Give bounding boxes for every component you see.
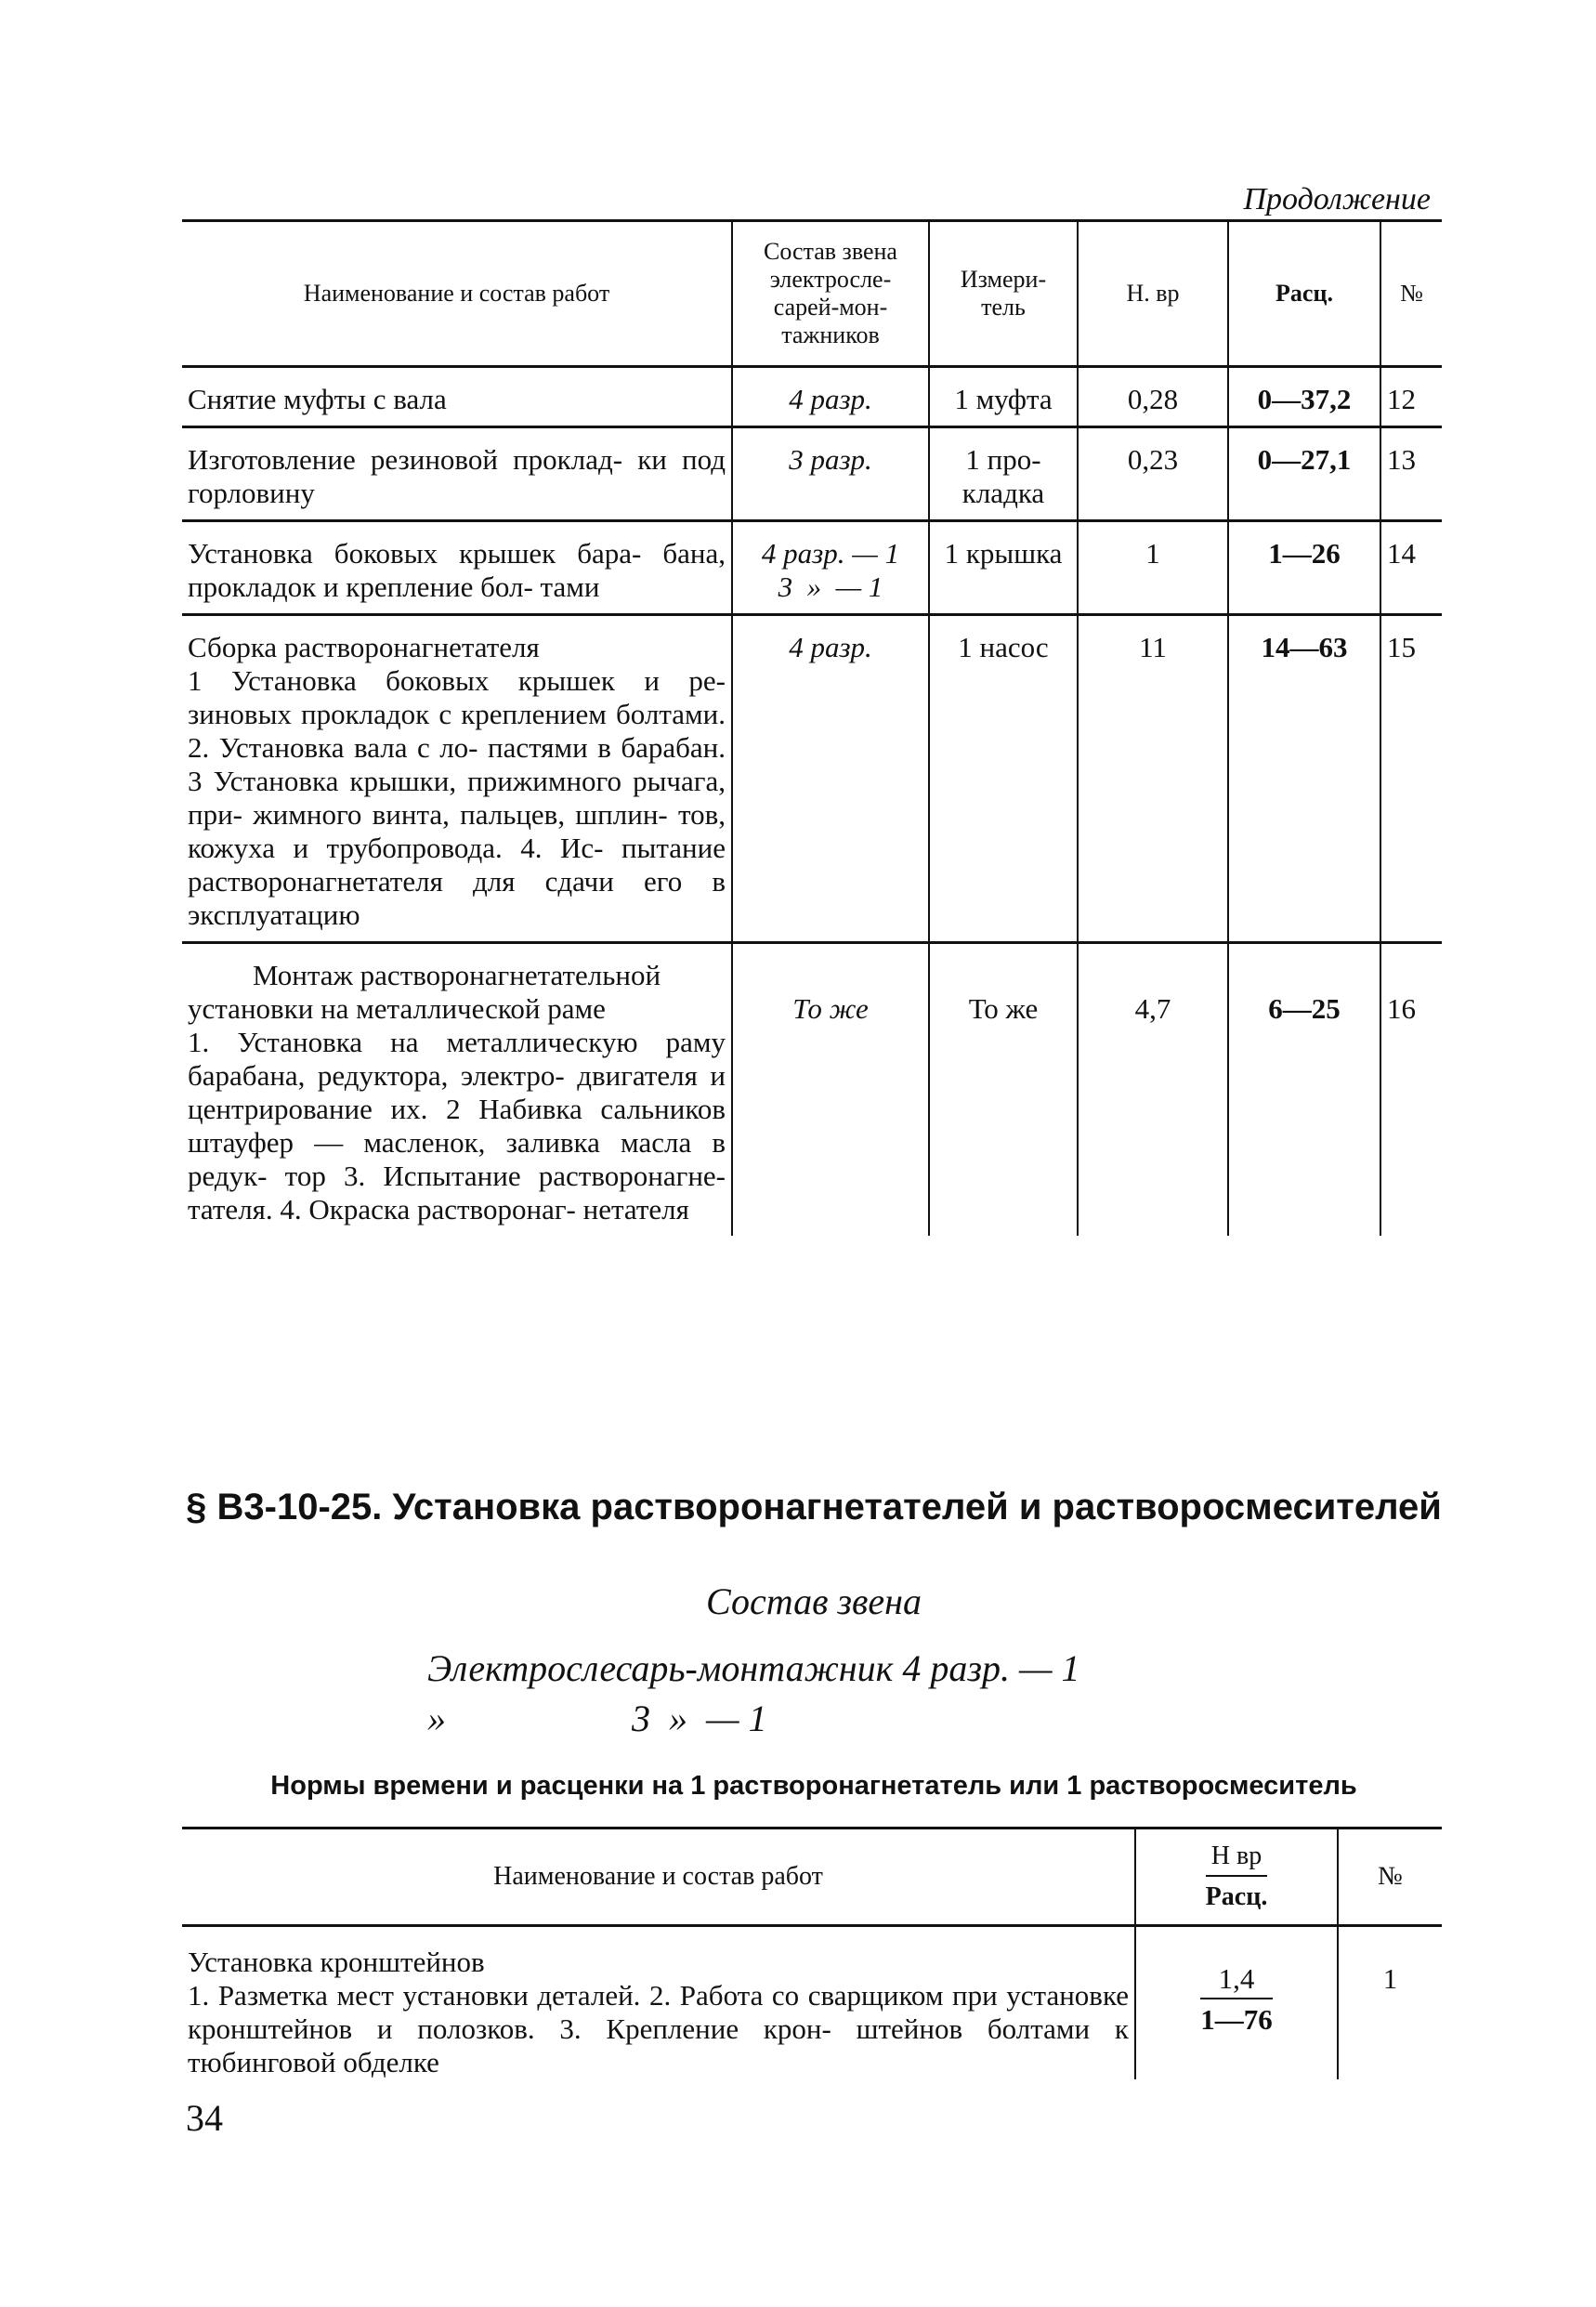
cell-crew: 3 разр. bbox=[732, 427, 929, 521]
header-unit: Измери- тель bbox=[929, 221, 1078, 367]
table-header-row bbox=[182, 221, 1442, 367]
cell-unit: 1 крышка bbox=[929, 521, 1078, 615]
work-title: Установка кронштейнов bbox=[188, 1946, 485, 1978]
work-title: Монтаж растворонагнетательной установки на металлической раме bbox=[188, 959, 661, 1025]
section-title: § В3-10-25. Установка растворонагнетателей и растворосмесителей bbox=[186, 1487, 1442, 1527]
cell-name bbox=[182, 943, 732, 1237]
header-time-rate bbox=[1135, 1829, 1338, 1926]
cell-unit: 1 про- кладка bbox=[929, 427, 1078, 521]
table-row bbox=[182, 943, 1442, 1237]
cell-unit: 1 насос bbox=[929, 615, 1078, 943]
cell-time: 0,23 bbox=[1078, 427, 1228, 521]
time-rate-fraction bbox=[1206, 1840, 1268, 1914]
continuation-label: Продолжение bbox=[1243, 182, 1431, 216]
work-description: 1. Установка на металлическую раму барабана, редуктора, электро- двигателя и центрирование их. 2 Набивка сальников штауфер — масленок, заливка масла в редук- тор 3. Испытание растворонагне- тателя. 4. Окраска растворонаг- нетателя bbox=[188, 1026, 726, 1226]
cell-num: 15 bbox=[1380, 615, 1442, 943]
cell-unit: То же bbox=[929, 943, 1078, 1237]
header-rate: Расц. bbox=[1228, 221, 1380, 367]
table-row bbox=[182, 615, 1442, 943]
cell-time: 4,7 bbox=[1078, 943, 1228, 1237]
cell-name: Снятие муфты с вала bbox=[182, 367, 732, 427]
time-rate-fraction bbox=[1200, 1962, 1273, 2037]
cell-name: Установка боковых крышек бара- бана, прокладок и крепление бол- тами bbox=[182, 521, 732, 615]
header-name: Наименование и состав работ bbox=[182, 221, 732, 367]
cell-time-rate bbox=[1135, 1926, 1338, 2080]
work-title: Сборка растворонагнетателя bbox=[188, 631, 540, 663]
cell-time: 0,28 bbox=[1078, 367, 1228, 427]
cell-rate: 14—63 bbox=[1228, 615, 1380, 943]
header-name: Наименование и состав работ bbox=[182, 1829, 1135, 1926]
norms-title: Нормы времени и расценки на 1 растворонагнетатель или 1 растворосмеситель bbox=[270, 1771, 1357, 1801]
cell-name bbox=[182, 615, 732, 943]
work-description: 1. Разметка мест установки деталей. 2. Работа со сварщиком при установке кронштейнов и полозков. 3. Крепление крон- штейнов болтами к тюбинговой обделке bbox=[188, 1979, 1129, 2078]
cell-name bbox=[182, 1926, 1135, 2080]
table-row bbox=[182, 427, 1442, 521]
cell-rate: 0—37,2 bbox=[1228, 367, 1380, 427]
cell-rate: 1—26 bbox=[1228, 521, 1380, 615]
cell-name: Изготовление резиновой проклад- ки под горловину bbox=[182, 427, 732, 521]
table-row bbox=[182, 1926, 1442, 2080]
header-time: Н вр bbox=[1206, 1840, 1268, 1877]
page-number: 34 bbox=[186, 2097, 223, 2139]
cell-num: 13 bbox=[1380, 427, 1442, 521]
header-crew: Состав звена электросле- сарей-мон- тажников bbox=[732, 221, 929, 367]
crew-title: Состав звена bbox=[705, 1580, 922, 1622]
header-num: № bbox=[1380, 221, 1442, 367]
cell-crew: 4 разр. bbox=[732, 367, 929, 427]
table-row bbox=[182, 367, 1442, 427]
cell-crew: 4 разр. — 1 3 » — 1 bbox=[732, 521, 929, 615]
cell-crew: 4 разр. bbox=[732, 615, 929, 943]
table-row bbox=[182, 521, 1442, 615]
cell-num: 12 bbox=[1380, 367, 1442, 427]
header-time: Н. вр bbox=[1078, 221, 1228, 367]
cell-time: 11 bbox=[1078, 615, 1228, 943]
header-num: № bbox=[1338, 1829, 1442, 1926]
crew-line-1: Электрослесарь-монтажник 4 разр. — 1 bbox=[427, 1647, 1080, 1689]
header-rate: Расц. bbox=[1205, 1882, 1268, 1911]
cell-num: 1 bbox=[1338, 1926, 1442, 2080]
cell-num: 16 bbox=[1380, 943, 1442, 1237]
cell-rate: 6—25 bbox=[1228, 943, 1380, 1237]
crew-line-2: » 3 » — 1 bbox=[427, 1697, 767, 1739]
work-norms-table bbox=[182, 219, 1442, 1236]
cell-unit: 1 муфта bbox=[929, 367, 1078, 427]
cell-time: 1 bbox=[1078, 521, 1228, 615]
bracket-norms-table bbox=[182, 1827, 1442, 2079]
cell-rate: 1—76 bbox=[1200, 2003, 1273, 2036]
work-description: 1 Установка боковых крышек и ре- зиновых прокладок с креплением болтами. 2. Установка вала с ло- пастями в барабан. 3 Установка крышки, прижимного рычага, при- жимного винта, пальцев, шплин- тов, кожуха и трубопровода. 4. Ис- пытание растворонагнетателя для сдачи его в эксплуатацию bbox=[188, 664, 726, 931]
table-header-row bbox=[182, 1829, 1442, 1926]
cell-crew: То же bbox=[732, 943, 929, 1237]
cell-rate: 0—27,1 bbox=[1228, 427, 1380, 521]
cell-num: 14 bbox=[1380, 521, 1442, 615]
cell-time: 1,4 bbox=[1200, 1962, 1273, 1999]
